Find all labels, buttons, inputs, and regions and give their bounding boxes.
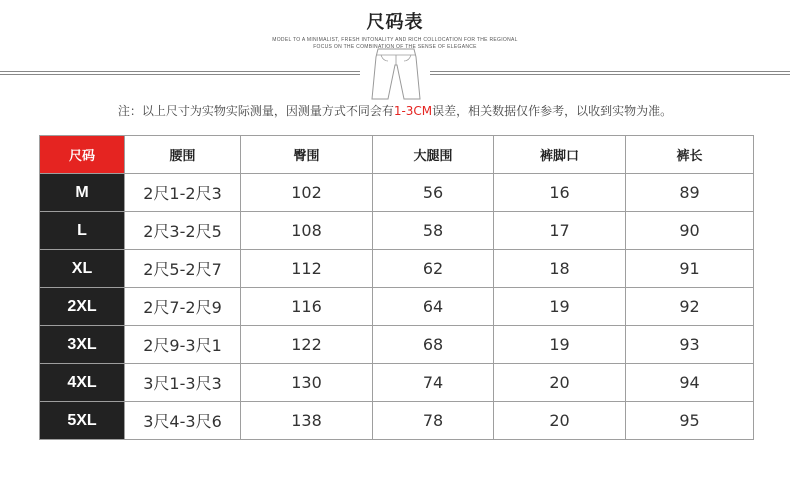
thigh-cell: 68	[373, 326, 494, 364]
hip-cell: 122	[241, 326, 373, 364]
header-hip: 臀围	[241, 136, 373, 174]
measurement-note	[0, 102, 790, 119]
pants-icon	[366, 47, 426, 101]
hip-cell: 138	[241, 402, 373, 440]
header-waist: 腰围	[125, 136, 241, 174]
pants-length-cell: 94	[626, 364, 754, 402]
table-row	[40, 250, 754, 288]
subtitle-line-2: FOCUS ON THE COMBINATION OF THE SENSE OF ELEGANCE	[313, 44, 477, 50]
note-highlight: 1-3CM	[393, 104, 433, 118]
waist-cell: 2尺7-2尺9	[125, 288, 241, 326]
thigh-cell: 56	[373, 174, 494, 212]
leg-opening-cell: 20	[494, 402, 626, 440]
size-label: XL	[40, 250, 125, 288]
leg-opening-cell: 20	[494, 364, 626, 402]
header-leg-opening: 裤脚口	[494, 136, 626, 174]
table-row	[40, 402, 754, 440]
subtitle-line-1: MODEL TO A MINIMALIST, FRESH INTONALITY AND RICH COLLOCATION FOR THE REGIONAL	[272, 37, 518, 43]
waist-cell: 2尺9-3尺1	[125, 326, 241, 364]
waist-cell: 2尺3-2尺5	[125, 212, 241, 250]
size-label: 4XL	[40, 364, 125, 402]
pants-length-cell: 95	[626, 402, 754, 440]
hip-cell: 116	[241, 288, 373, 326]
pants-length-cell: 91	[626, 250, 754, 288]
size-label: 2XL	[40, 288, 125, 326]
thigh-cell: 74	[373, 364, 494, 402]
thigh-cell: 78	[373, 402, 494, 440]
pants-length-cell: 89	[626, 174, 754, 212]
size-label: 5XL	[40, 402, 125, 440]
header-rule-right-top	[430, 71, 790, 72]
waist-cell: 2尺1-2尺3	[125, 174, 241, 212]
header-rule-left-top	[0, 71, 360, 72]
table-row	[40, 212, 754, 250]
header-rule-right-bottom	[430, 74, 790, 75]
pants-length-cell: 92	[626, 288, 754, 326]
note-suffix: 误差，相关数据仅作参考，以收到实物为准。	[432, 104, 673, 118]
leg-opening-cell: 19	[494, 288, 626, 326]
note-prefix: 注：以上尺寸为实物实际测量，因测量方式不同会有	[117, 104, 394, 118]
waist-cell: 2尺5-2尺7	[125, 250, 241, 288]
header-pants-length: 裤长	[626, 136, 754, 174]
leg-opening-cell: 16	[494, 174, 626, 212]
leg-opening-cell: 19	[494, 326, 626, 364]
header-size: 尺码	[40, 136, 125, 174]
size-label: L	[40, 212, 125, 250]
hip-cell: 102	[241, 174, 373, 212]
thigh-cell: 58	[373, 212, 494, 250]
hip-cell: 112	[241, 250, 373, 288]
pants-length-cell: 90	[626, 212, 754, 250]
table-row	[40, 364, 754, 402]
table-row	[40, 288, 754, 326]
waist-cell: 3尺4-3尺6	[125, 402, 241, 440]
thigh-cell: 64	[373, 288, 494, 326]
size-label: 3XL	[40, 326, 125, 364]
table-header-row	[40, 136, 754, 174]
thigh-cell: 62	[373, 250, 494, 288]
header-thigh: 大腿围	[373, 136, 494, 174]
size-label: M	[40, 174, 125, 212]
size-table	[39, 135, 754, 440]
page-title: 尺码表	[366, 12, 424, 33]
leg-opening-cell: 18	[494, 250, 626, 288]
pants-length-cell: 93	[626, 326, 754, 364]
leg-opening-cell: 17	[494, 212, 626, 250]
table-row	[40, 326, 754, 364]
header-rule-left-bottom	[0, 74, 360, 75]
hip-cell: 108	[241, 212, 373, 250]
hip-cell: 130	[241, 364, 373, 402]
table-row	[40, 174, 754, 212]
waist-cell: 3尺1-3尺3	[125, 364, 241, 402]
